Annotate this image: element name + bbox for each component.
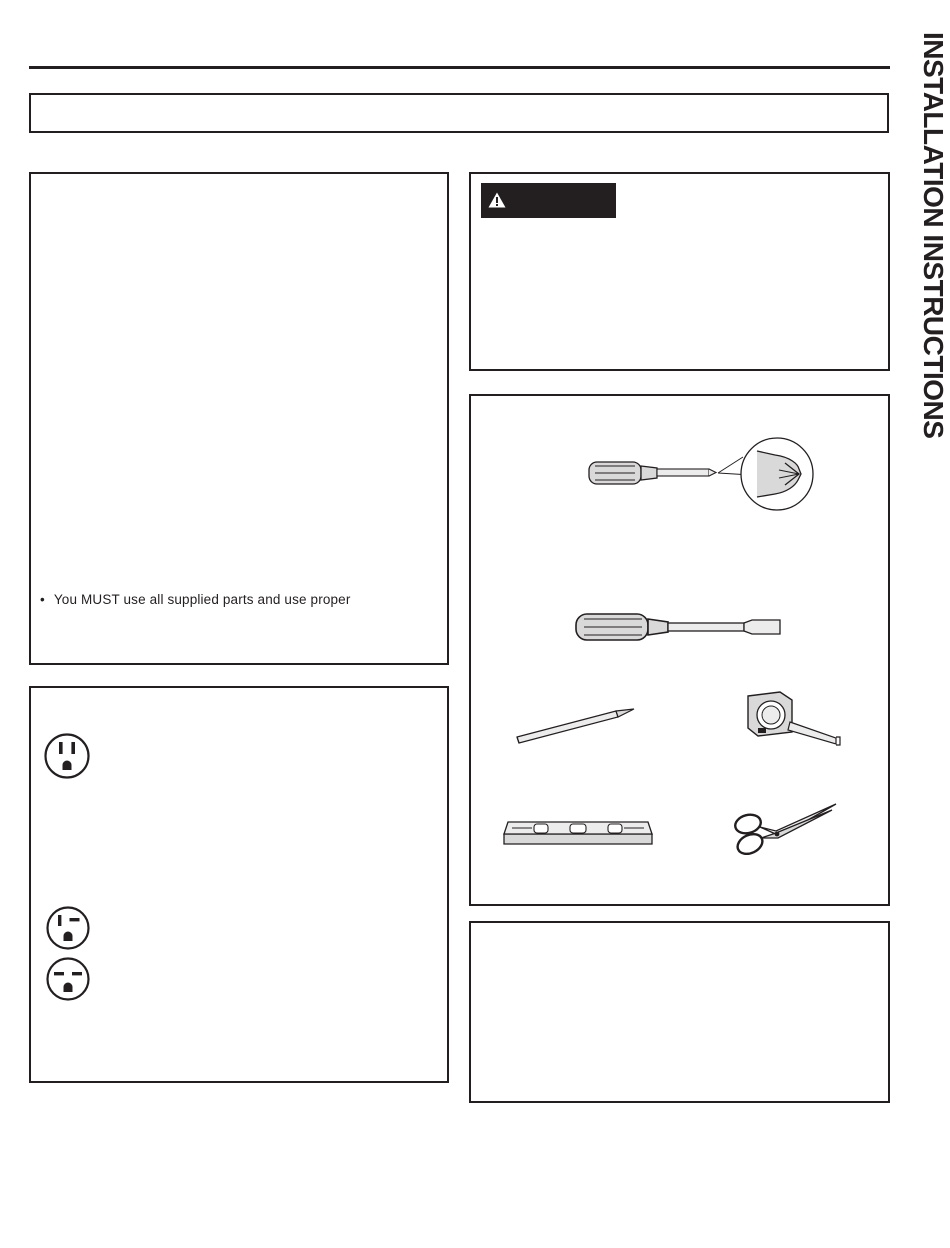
outlet-horizontal-icon bbox=[45, 956, 91, 1002]
note-box bbox=[469, 921, 890, 1103]
section-title-bar bbox=[29, 93, 889, 133]
bullet-mark: • bbox=[40, 592, 45, 607]
grounded-outlet-icon bbox=[43, 732, 91, 780]
tape-measure-icon bbox=[744, 688, 844, 750]
flat-blade-screwdriver-icon bbox=[574, 610, 786, 644]
phillips-screwdriver-icon bbox=[585, 437, 820, 517]
warning-badge bbox=[481, 183, 616, 218]
pencil-icon bbox=[512, 706, 638, 746]
header-rule bbox=[29, 66, 890, 69]
parts-note-text: You MUST use all supplied parts and use proper bbox=[53, 592, 351, 607]
parts-note bbox=[40, 592, 350, 607]
warning-triangle-icon bbox=[488, 192, 506, 208]
level-icon bbox=[502, 816, 654, 848]
side-title: INSTALLATION INSTRUCTIONS bbox=[918, 32, 949, 439]
outlet-20a-icon bbox=[45, 905, 91, 951]
electrical-box bbox=[29, 686, 449, 1083]
scissors-icon bbox=[728, 800, 840, 860]
